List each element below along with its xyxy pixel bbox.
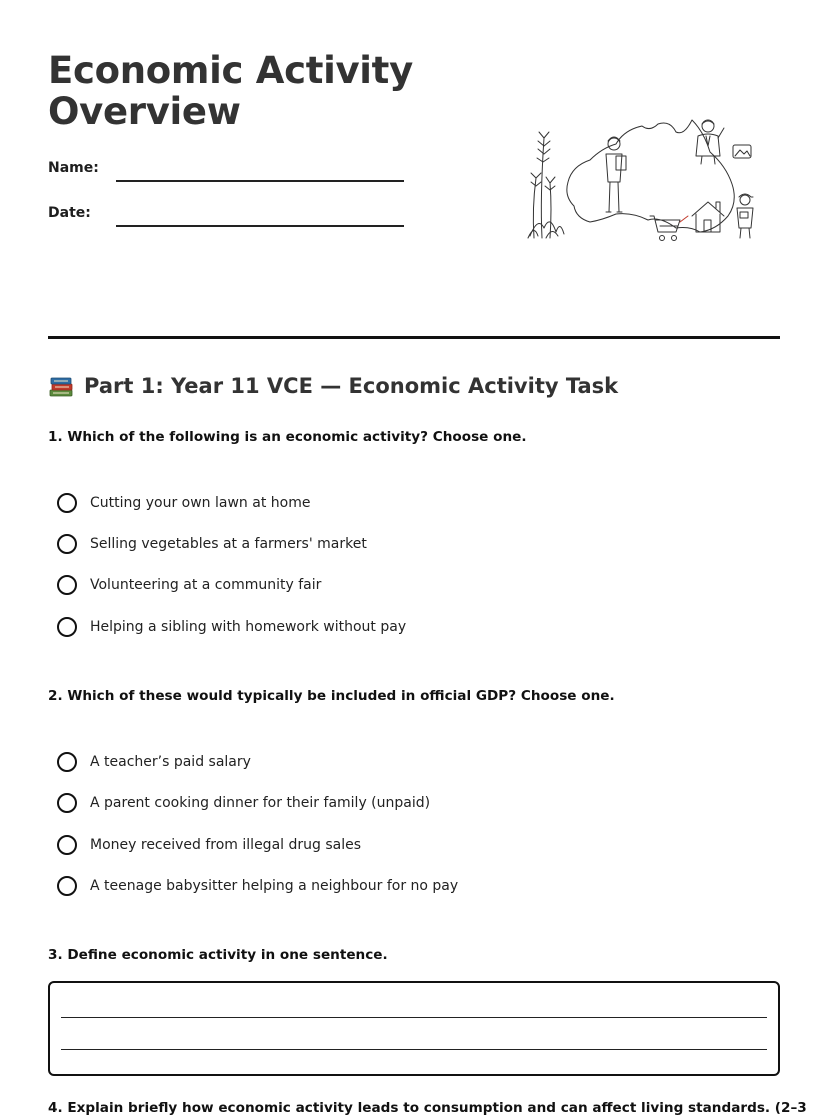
woman-figure-icon	[606, 137, 626, 212]
option-label: Volunteering at a community fair	[90, 577, 322, 593]
question-4-text: 4. Explain briefly how economic activity leads to consumption and can affect living standards. (2–3	[48, 1100, 807, 1116]
radio-button[interactable]	[57, 835, 77, 855]
radio-button[interactable]	[57, 876, 77, 896]
option-label: Money received from illegal drug sales	[90, 837, 362, 853]
radio-button[interactable]	[57, 575, 77, 595]
option-label: Selling vegetables at a farmers' market	[90, 536, 367, 552]
question-2-option-1[interactable]	[57, 749, 251, 775]
date-field[interactable]	[116, 225, 404, 227]
radio-button[interactable]	[57, 752, 77, 772]
name-field[interactable]	[116, 180, 404, 182]
name-label: Name:	[48, 160, 99, 176]
books-icon	[48, 374, 74, 398]
section-divider	[48, 336, 780, 339]
question-1-option-1[interactable]	[57, 490, 310, 516]
map-outline	[567, 120, 734, 232]
page-title	[48, 50, 413, 132]
house-icon	[692, 202, 724, 232]
title-line-2: Overview	[48, 90, 241, 133]
option-label: A teacher’s paid salary	[90, 754, 251, 770]
option-label: Helping a sibling with homework without pay	[90, 619, 407, 635]
question-3-text: 3. Define economic activity in one sentence.	[48, 947, 388, 963]
shopping-cart-icon	[650, 216, 688, 241]
radio-button[interactable]	[57, 493, 77, 513]
part-1-heading	[48, 374, 618, 398]
question-2-option-2[interactable]	[57, 790, 430, 816]
economy-illustration-icon	[520, 108, 765, 248]
question-1-option-2[interactable]	[57, 531, 367, 557]
question-2-option-3[interactable]	[57, 832, 361, 858]
option-label: Cutting your own lawn at home	[90, 495, 311, 511]
businessman-icon	[696, 120, 724, 164]
part-1-heading-text: Part 1: Year 11 VCE — Economic Activity Task	[84, 374, 619, 398]
option-label: A parent cooking dinner for their family (unpaid)	[90, 795, 431, 811]
question-1-option-4[interactable]	[57, 614, 406, 640]
wheat-icon	[528, 132, 564, 238]
question-2-option-4[interactable]	[57, 873, 458, 899]
title-line-1: Economic Activity	[48, 49, 413, 92]
question-1-option-3[interactable]	[57, 572, 321, 598]
worker-icon	[737, 194, 753, 238]
date-label: Date:	[48, 205, 91, 221]
question-1-text: 1. Which of the following is an economic activity? Choose one.	[48, 429, 527, 445]
answer-line	[61, 1017, 767, 1018]
radio-button[interactable]	[57, 534, 77, 554]
option-label: A teenage babysitter helping a neighbour for no pay	[90, 878, 459, 894]
question-3-answer-box[interactable]	[48, 981, 780, 1076]
radio-button[interactable]	[57, 617, 77, 637]
radio-button[interactable]	[57, 793, 77, 813]
question-2-text: 2. Which of these would typically be included in official GDP? Choose one.	[48, 688, 615, 704]
answer-line	[61, 1049, 767, 1050]
